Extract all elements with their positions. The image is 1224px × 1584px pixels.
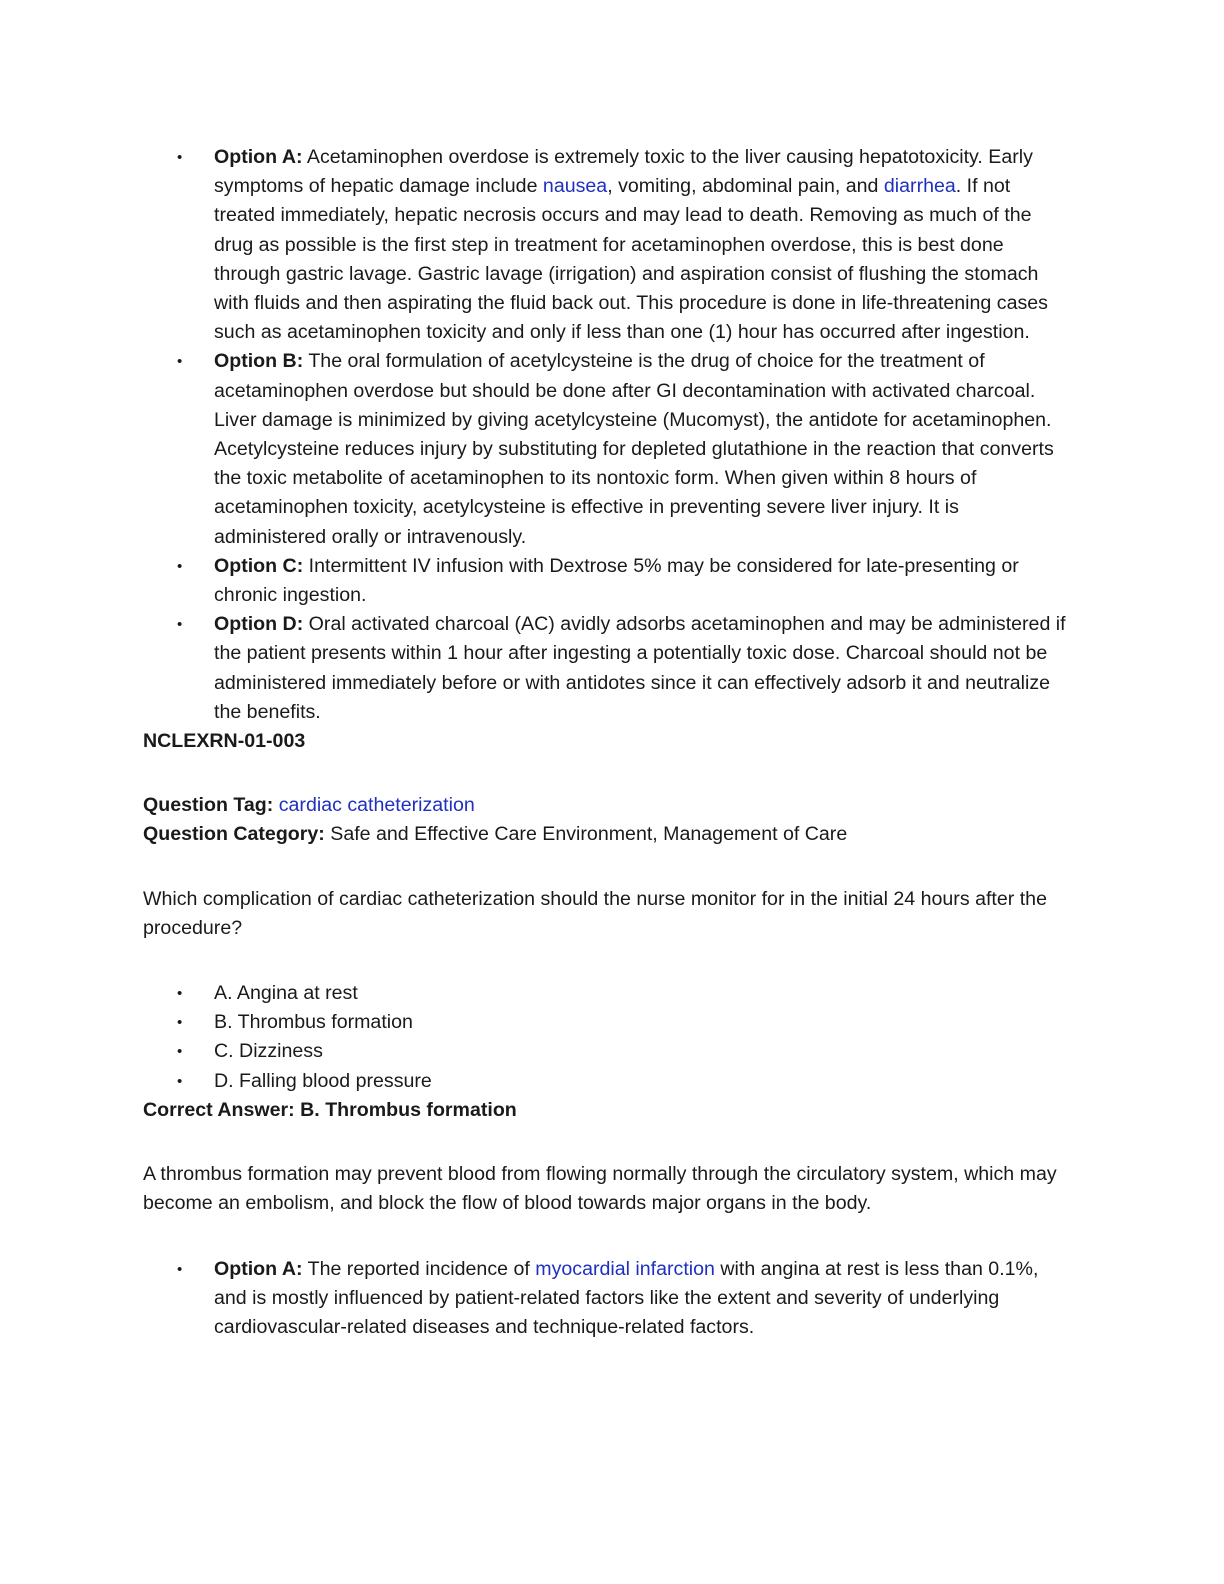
correct-answer: Correct Answer: B. Thrombus formation [143, 1098, 517, 1121]
list-item [143, 1255, 1073, 1343]
bullet: • [177, 353, 183, 371]
question-id: NCLEXRN-01-003 [143, 730, 306, 753]
bullet: • [177, 985, 183, 1003]
option-text: Intermittent IV infusion with Dextrose 5% may be considered for late-presenting or chronic ingestion. [214, 554, 1019, 607]
list-item [143, 552, 1073, 610]
question-category-value: Safe and Effective Care Environment, Management of Care [324, 823, 848, 846]
option-text: with angina at rest is less than 0.1%, and is mostly influenced by patient-related factors like the extent and severity of underlying cardiovascular-related diseases and technique-related factors. [214, 1257, 1039, 1338]
option-label: Option B: [214, 350, 304, 373]
question-category-label: Question Category: [143, 823, 325, 846]
bullet: • [177, 1014, 183, 1032]
bullet: • [177, 1072, 183, 1090]
question-tag [143, 791, 1073, 820]
list-item [143, 347, 1073, 551]
option-text: The oral formulation of acetylcysteine is the drug of choice for the treatment of acetaminophen overdose but should be done after GI decontamination with activated charcoal. Liver damage is minimized by giving acetylcysteine (Mucomyst), the antidote for acetaminophen. Acetylcysteine reduces injury by substituting for depleted glutathione in the reaction that converts the toxic metabolite of acetaminophen to its nontoxic form. When given within 8 hours of acetaminophen toxicity, acetylcysteine is effective in preventing severe liver injury. It is administered orally or intravenously. [214, 350, 1054, 548]
option-label: Option D: [214, 613, 304, 636]
option-text: , vomiting, abdominal pain, and [607, 175, 884, 198]
diarrhea-link[interactable]: diarrhea [883, 175, 956, 198]
explanations-list [143, 1255, 1073, 1343]
bullet: • [177, 557, 183, 575]
bullet: • [177, 1260, 183, 1278]
bullet: • [177, 616, 183, 634]
question-category [143, 820, 1073, 849]
spacer [143, 756, 1073, 791]
question-tag-link[interactable]: cardiac catheterization [278, 794, 475, 817]
spacer [143, 943, 1073, 979]
previous-options-list [143, 143, 1073, 727]
question-tag-label: Question Tag: [143, 794, 274, 817]
answer-choice: • A. Angina at rest [143, 979, 1073, 1008]
option-label: Option C: [214, 554, 304, 577]
answer-choice: • B. Thrombus formation [143, 1008, 1073, 1037]
rationale-text: A thrombus formation may prevent blood from flowing normally through the circulatory system, which may become an embolism, and block the flow of blood towards major organs in the body. [143, 1163, 1057, 1215]
bullet: • [177, 149, 183, 166]
list-item [143, 610, 1073, 727]
answer-choice: • D. Falling blood pressure [143, 1067, 1073, 1096]
option-text: . If not treated immediately, hepatic necrosis occurs and may lead to death. Removing as much of the drug as possible is the first step in treatment for acetaminophen overdose, this is best done through gastric lavage. Gastric lavage (irrigation) and aspiration consist of flushing the stomach with fluids and then aspirating the fluid back out. This procedure is done in life-threatening cases such as acetaminophen toxicity and only if less than one (1) hour has occurred after ingestion. [214, 175, 1048, 344]
spacer [143, 1125, 1073, 1160]
bullet: • [177, 1043, 183, 1061]
nausea-link[interactable]: nausea [542, 175, 608, 198]
option-text: The reported incidence of [302, 1257, 536, 1280]
option-label: Option A: [214, 146, 303, 168]
answer-choices-list [143, 979, 1073, 1096]
option-text: Acetaminophen overdose is extremely toxic to the liver causing hepatotoxicity. Early symptoms of hepatic damage include [214, 146, 1033, 198]
list-item [143, 143, 1073, 347]
option-label: Option A: [214, 1257, 303, 1280]
question-stem: Which complication of cardiac catheterization should the nurse monitor for in the initial 24 hours after the procedure? [143, 887, 1047, 939]
spacer [143, 1219, 1073, 1255]
page-content [143, 143, 1073, 1342]
answer-choice: • C. Dizziness [143, 1037, 1073, 1066]
myocardial-infarction-link[interactable]: myocardial infarction [535, 1257, 715, 1280]
spacer [143, 850, 1073, 885]
option-text: Oral activated charcoal (AC) avidly adsorbs acetaminophen and may be administered if the patient presents within 1 hour after ingesting a potentially toxic dose. Charcoal should not be administered immediately before or with antidotes since it can effectively adsorb it and neutralize the benefits. [214, 613, 1066, 723]
